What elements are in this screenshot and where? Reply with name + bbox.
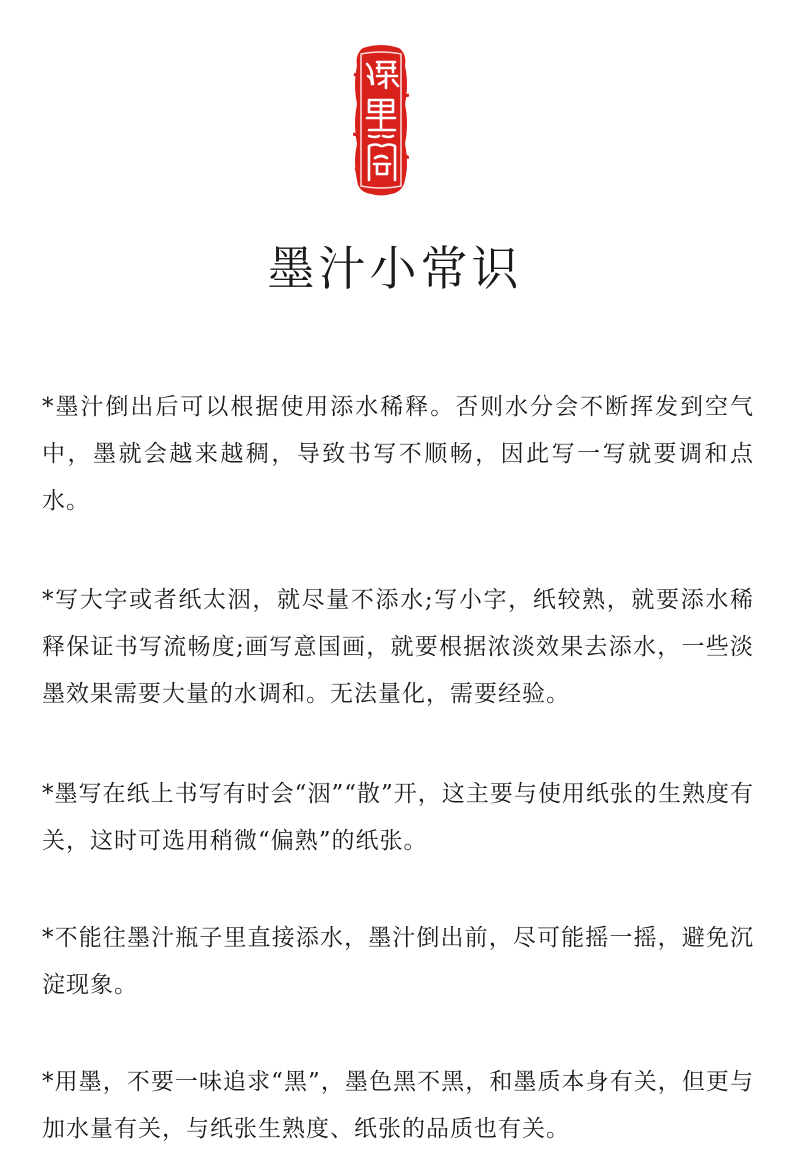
seal-stamp-graphic bbox=[353, 44, 409, 196]
tip-paragraph: *墨汁倒出后可以根据使用添水稀释。否则水分会不断挥发到空气中，墨就会越来越稠，导致书写不顺畅，因此写一写就要调和点水。 bbox=[42, 394, 754, 514]
seal-text bbox=[353, 196, 354, 197]
tip-paragraph: *不能往墨汁瓶子里直接添水，墨汁倒出前，尽可能摇一摇，避免沉淀现象。 bbox=[42, 925, 754, 998]
tip-paragraph: *用墨，不要一味追求“黑”，墨色黑不黑，和墨质本身有关，但更与加水量有关，与纸张生熟度、纸张的品质也有关。 bbox=[42, 1069, 754, 1142]
tip-paragraph: *写大字或者纸太洇，就尽量不添水;写小字，纸较熟，就要添水稀释保证书写流畅度;画写意国画，就要根据浓淡效果去添水，一些淡墨效果需要大量的水调和。无法量化，需要经验。 bbox=[42, 587, 754, 707]
seal-logo bbox=[353, 44, 409, 196]
tip-paragraph: *墨写在纸上书写有时会“洇”“散”开，这主要与使用纸张的生熟度有关，这时可选用稍微“偏熟”的纸张。 bbox=[42, 781, 754, 854]
page-title: 墨汁小常识 bbox=[267, 242, 523, 297]
